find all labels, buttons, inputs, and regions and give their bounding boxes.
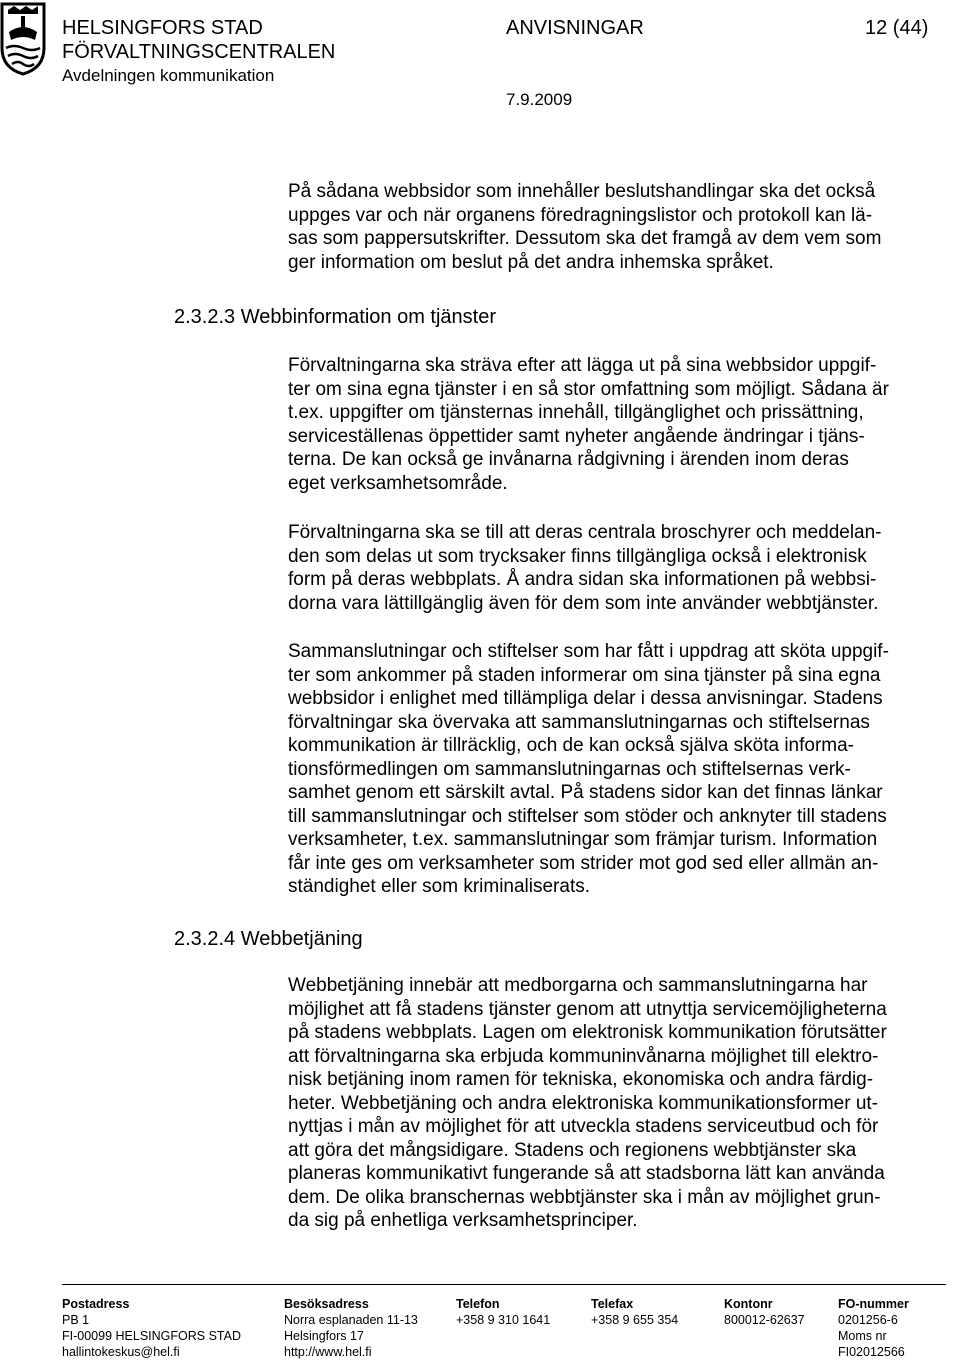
footer-divider	[62, 1284, 946, 1285]
footer-postadress-line2: FI-00099 HELSINGFORS STAD	[62, 1329, 241, 1343]
intro-paragraph: På sådana webbsidor som innehåller beslutshandlingar ska det också uppges var och när organens föredragningslistor och protokoll kan lä- sas som pappersutskrifter. Dessutom ska det framgå av dem vem som ger information om beslut på det andra inhemska språket.	[288, 181, 882, 273]
section-heading-webbinformation: 2.3.2.3 Webbinformation om tjänster	[174, 306, 497, 328]
document-type: ANVISNINGAR	[506, 17, 644, 39]
paragraph-webbetjaning-1: Webbetjäning innebär att medborgarna och sammanslutningarna har möjlighet att få stadens tjänster genom att utnyttja servicemöjligheterna på stadens webbplats. Lagen om elektronisk kommunikation förutsätter att förvaltningarna ska erbjuda kommuninvånarna möjlighet till elektro- nisk betjäning inom ramen för tekniska, ekonomiska och andra färdig- heter. Webbetjäning och andra elektroniska kommunikationsformer ut- nyttjas i mån av möjlighet för att utveckla stadens serviceutbud och för att göra det mångsidigare. Stadens och regionens webbtjänster ska planeras kommunikativt fungerande så att stadsborna lätt kan använda dem. De olika branschernas webbtjänster ska i mån av möjlighet grun- da sig på enhetliga verksamhetsprinciper.	[288, 975, 887, 1231]
document-date: 7.9.2009	[506, 90, 573, 109]
org-name-line2: FÖRVALTNINGSCENTRALEN	[62, 41, 336, 63]
footer-telefon-value: +358 9 310 1641	[456, 1313, 551, 1327]
footer-moms-label: Moms nr	[838, 1329, 887, 1343]
footer-telefon-label: Telefon	[456, 1297, 500, 1311]
footer-besoksadress-line2: Helsingfors 17	[284, 1329, 364, 1343]
footer-telefax	[591, 1296, 678, 1328]
org-name-line1: HELSINGFORS STAD	[62, 17, 263, 39]
footer-besoksadress	[284, 1296, 418, 1360]
footer-fo-nummer	[838, 1296, 909, 1360]
footer-kontonr	[724, 1296, 805, 1328]
footer-kontonr-label: Kontonr	[724, 1297, 773, 1311]
footer-postadress	[62, 1296, 241, 1360]
footer-fo-nummer-value: 0201256-6	[838, 1313, 898, 1327]
helsinki-coat-of-arms-icon	[0, 2, 46, 76]
paragraph-tjanster-1: Förvaltningarna ska sträva efter att lägga ut på sina webbsidor uppgif- ter om sina egna tjänster i en så stor omfattning som möjligt. Sådana är t.ex. uppgifter om tjänsternas innehåll, tillgänglighet och prissättning, serviceställenas öppettider samt nyheter angående ändringar i tjäns- terna. De kan också ge invånarna rådgivning i ärenden inom deras eget verksamhetsområde.	[288, 355, 889, 494]
footer-telefon	[456, 1296, 550, 1328]
footer-kontonr-value: 800012-62637	[724, 1313, 805, 1327]
footer-telefax-label: Telefax	[591, 1297, 634, 1311]
footer-postadress-line1: PB 1	[62, 1313, 90, 1327]
footer-postadress-label: Postadress	[62, 1297, 130, 1311]
paragraph-tjanster-3: Sammanslutningar och stiftelser som har fått i uppdrag att sköta uppgif- ter som ankommer på staden informerar om sina tjänster på sina egna webbsidor i enlighet med tillämpliga delar i dessa anvisningar. Stadens förvaltningar ska övervaka att sammanslutningarnas och stiftelsernas kommunikation är tillräcklig, och de kan också själva sköta informa- tionsförmedlingen om sammanslutningarnas och stiftelsernas verk- samhet genom ett särskilt avtal. På stadens sidor kan det finnas länkar till sammanslutningar och stiftelser som stöder och anknyter till stadens verksamheter, t.ex. sammanslutningar som främjar turism. Information får inte ges om verksamheter som strider mot god sed eller allmän an- ständighet eller som kriminaliserats.	[288, 641, 889, 897]
paragraph-tjanster-2: Förvaltningarna ska se till att deras centrala broschyrer och meddelan- den som delas ut som trycksaker finns tillgängliga också i elektronisk form på deras webbplats. Å andra sidan ska informationen på webbsi- dorna vara lättillgänglig även för dem som inte använder webbtjänster.	[288, 522, 882, 614]
footer-website-link[interactable]: http://www.hel.fi	[284, 1345, 372, 1359]
footer-telefax-value: +358 9 655 354	[591, 1313, 679, 1327]
footer-besoksadress-line1: Norra esplanaden 11-13	[284, 1313, 418, 1327]
footer-fo-nummer-label: FO-nummer	[838, 1297, 909, 1311]
footer-besoksadress-label: Besöksadress	[284, 1297, 369, 1311]
page-number: 12 (44)	[865, 17, 929, 39]
section-heading-webbetjaning: 2.3.2.4 Webbetjäning	[174, 928, 363, 950]
footer-moms-value: FI02012566	[838, 1345, 905, 1359]
org-department: Avdelningen kommunikation	[62, 66, 275, 85]
footer-email[interactable]: hallintokeskus@hel.fi	[62, 1345, 180, 1359]
